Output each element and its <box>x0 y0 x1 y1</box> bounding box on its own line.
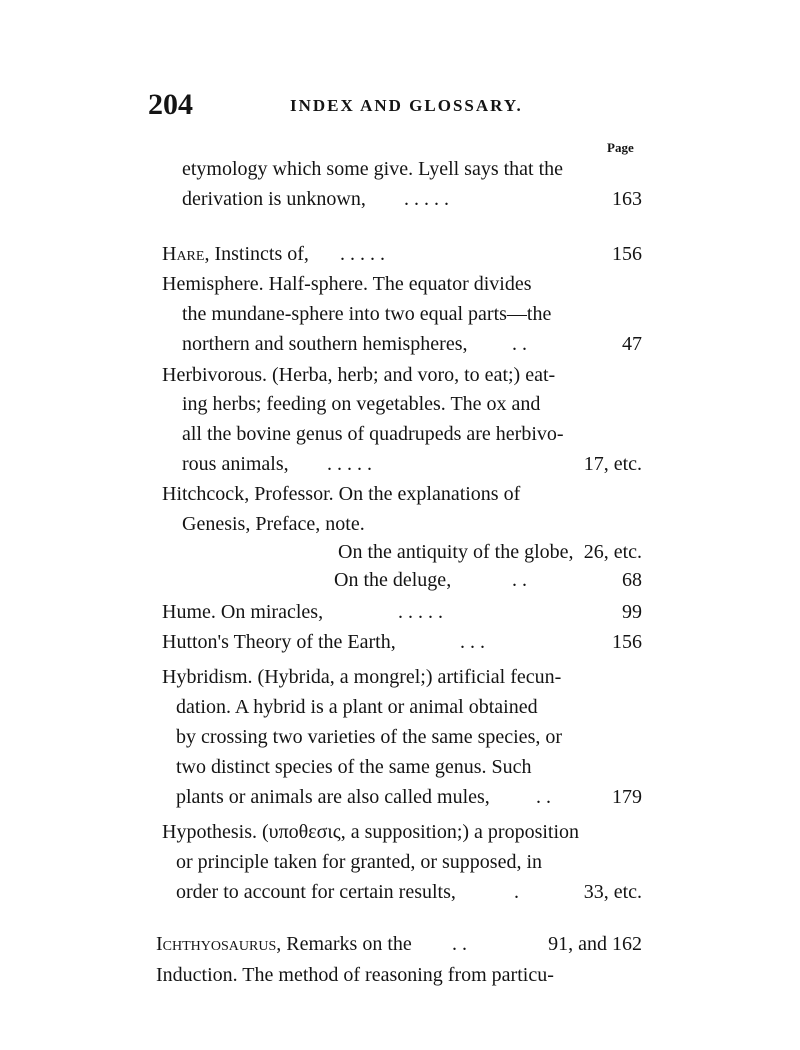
entry-text: On the deluge, <box>334 569 452 591</box>
leader-dots: . . . <box>460 631 485 653</box>
index-entry-hitchcock: Hitchcock, Professor. On the explanations of <box>162 483 521 505</box>
entry-line <box>182 452 642 476</box>
leader-dots: . . <box>536 786 551 808</box>
index-entry-hypothesis: Hypothesis. (υποθεσις, a supposition;) a proposition <box>162 821 580 843</box>
entry-line <box>176 785 642 809</box>
page-ref: 99 <box>622 601 642 623</box>
index-entry-ichthyosaurus <box>156 932 642 956</box>
leader-dots: . . . . . <box>404 188 449 210</box>
page-ref: 26, etc. <box>583 541 642 563</box>
index-entry-hare <box>162 242 642 266</box>
entry-line: Genesis, Preface, note. <box>182 513 365 535</box>
entry-line <box>182 187 642 211</box>
entry-line: dation. A hybrid is a plant or animal obtained <box>176 696 538 718</box>
page-ref: 179 <box>612 786 642 808</box>
index-entry-hybridism: Hybridism. (Hybrida, a mongrel;) artificial fecun- <box>162 666 562 688</box>
page-ref: 68 <box>622 569 642 591</box>
leader-dots: . . <box>512 569 527 591</box>
entry-line: the mundane-sphere into two equal parts—the <box>182 303 552 325</box>
index-entry-hutton <box>162 630 642 654</box>
leader-dots: . . . . . <box>340 243 385 265</box>
entry-text: plants or animals are also called mules, <box>176 786 490 808</box>
entry-line: two distinct species of the same genus. Such <box>176 756 532 778</box>
entry-line: all the bovine genus of quadrupeds are herbivo- <box>182 423 564 445</box>
leader-dots: . . <box>452 933 467 955</box>
index-entry-hemisphere: Hemisphere. Half-sphere. The equator divides <box>162 273 532 295</box>
entry-line: or principle taken for granted, or supposed, in <box>176 851 543 873</box>
index-entry-herbivorous: Herbivorous. (Herba, herb; and voro, to eat;) eat- <box>162 364 556 386</box>
index-entry-induction: Induction. The method of reasoning from particu- <box>156 964 554 986</box>
entry-line <box>338 540 642 564</box>
entry-head: Ichthyosaurus <box>156 933 277 955</box>
leader-dots: . . <box>512 333 527 355</box>
page-column-label: Page <box>607 140 634 155</box>
leader-dots: . . . . . <box>327 453 372 475</box>
entry-line <box>182 332 642 356</box>
page-ref: 47 <box>622 333 642 355</box>
page-ref: 156 <box>612 243 642 265</box>
entry-text: Hume. On miracles, <box>162 601 324 623</box>
entry-line: ing herbs; feeding on vegetables. The ox and <box>182 393 541 415</box>
entry-text: On the antiquity of the globe, <box>338 541 574 563</box>
entry-line <box>334 568 642 592</box>
page-ref: 33, etc. <box>583 881 642 903</box>
page-ref: 91, and 162 <box>548 933 642 955</box>
entry-line: by crossing two varieties of the same species, or <box>176 726 563 748</box>
page-number: 204 <box>148 88 193 121</box>
leader-dots: . <box>514 881 519 903</box>
entry-line: etymology which some give. Lyell says that the <box>182 158 564 180</box>
entry-text: , Instincts of, <box>204 243 309 265</box>
page-ref: 17, etc. <box>583 453 642 475</box>
entry-line <box>176 880 642 904</box>
entry-text: order to account for certain results, <box>176 881 456 903</box>
index-entry-hume <box>162 600 642 624</box>
page-ref: 163 <box>612 188 642 210</box>
entry-text: Hutton's Theory of the Earth, <box>162 631 396 653</box>
entry-head: Hare <box>162 243 205 265</box>
leader-dots: . . . . . <box>398 601 443 623</box>
entry-text: northern and southern hemispheres, <box>182 333 468 355</box>
page-ref: 156 <box>612 631 642 653</box>
running-head: INDEX AND GLOSSARY. <box>290 96 523 115</box>
entry-text: rous animals, <box>182 453 289 475</box>
entry-text: derivation is unknown, <box>182 188 366 210</box>
entry-text: , Remarks on the <box>276 933 412 955</box>
